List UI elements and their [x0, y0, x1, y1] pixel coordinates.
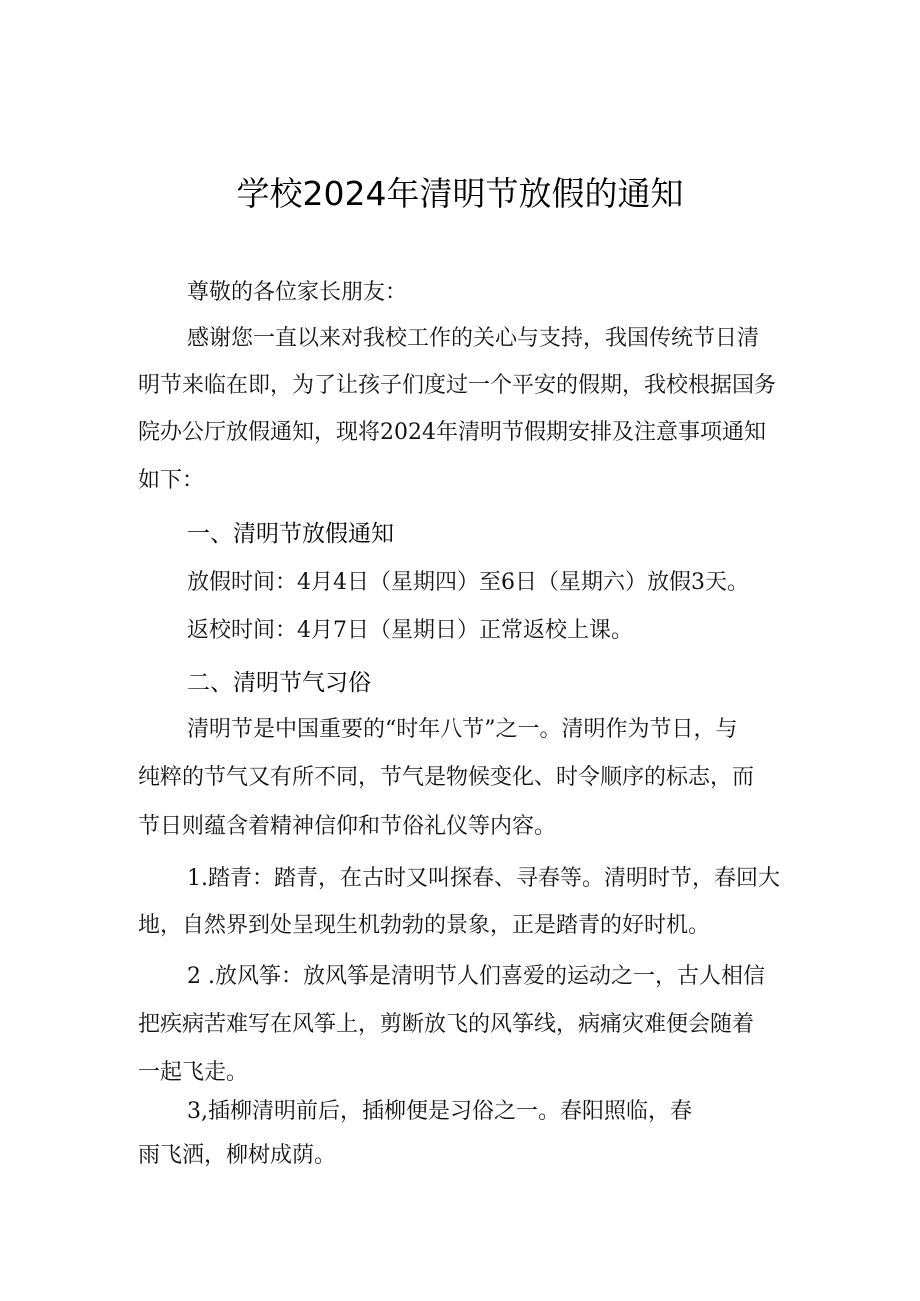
section-2-para-line-2: 纯粹的节气又有所不同，节气是物候变化、时令顺序的标志，而 — [138, 765, 755, 790]
document-title: 学校2024年清明节放假的通知 — [236, 174, 684, 213]
intro-line-2: 明节来临在即，为了让孩子们度过一个平安的假期，我校根据国务 — [138, 373, 777, 398]
salutation: 尊敬的各位家长朋友： — [187, 280, 408, 305]
intro-line-3: 院办公厅放假通知，现将2024年清明节假期安排及注意事项通知 — [138, 420, 766, 445]
item-3-line-1: 3,插柳清明前后，插柳便是习俗之一。春阳照临，春 — [187, 1099, 692, 1124]
holiday-time: 放假时间：4月4日（星期四）至6日（星期六）放假3天。 — [187, 570, 749, 595]
item-3-line-2: 雨飞洒，柳树成荫。 — [138, 1143, 337, 1168]
intro-line-4: 如下： — [138, 468, 205, 493]
section-1-heading: 一、清明节放假通知 — [187, 521, 394, 547]
item-2-line-2: 把疾病苦难写在风筝上，剪断放飞的风筝线，病痛灾难便会随着 — [138, 1012, 755, 1037]
section-2-para-line-3: 节日则蕴含着精神信仰和节俗礼仪等内容。 — [138, 814, 557, 839]
item-2-line-3: 一起飞走。 — [138, 1060, 249, 1085]
intro-line-1: 感谢您一直以来对我校工作的关心与支持，我国传统节日清 — [187, 326, 760, 351]
return-time: 返校时间：4月7日（星期日）正常返校上课。 — [187, 618, 633, 643]
section-2-para-line-1: 清明节是中国重要的“时年八节”之一。清明作为节日，与 — [187, 717, 738, 742]
item-2-line-1: 2 .放风筝：放风筝是清明节人们喜爱的运动之一，古人相信 — [187, 964, 765, 989]
item-1-line-1: 1.踏青：踏青，在古时又叫探春、寻春等。清明时节，春回大 — [187, 866, 780, 891]
item-1-line-2: 地，自然界到处呈现生机勃勃的景象，正是踏青的好时机。 — [138, 913, 711, 938]
section-2-heading: 二、清明节气习俗 — [187, 670, 371, 696]
